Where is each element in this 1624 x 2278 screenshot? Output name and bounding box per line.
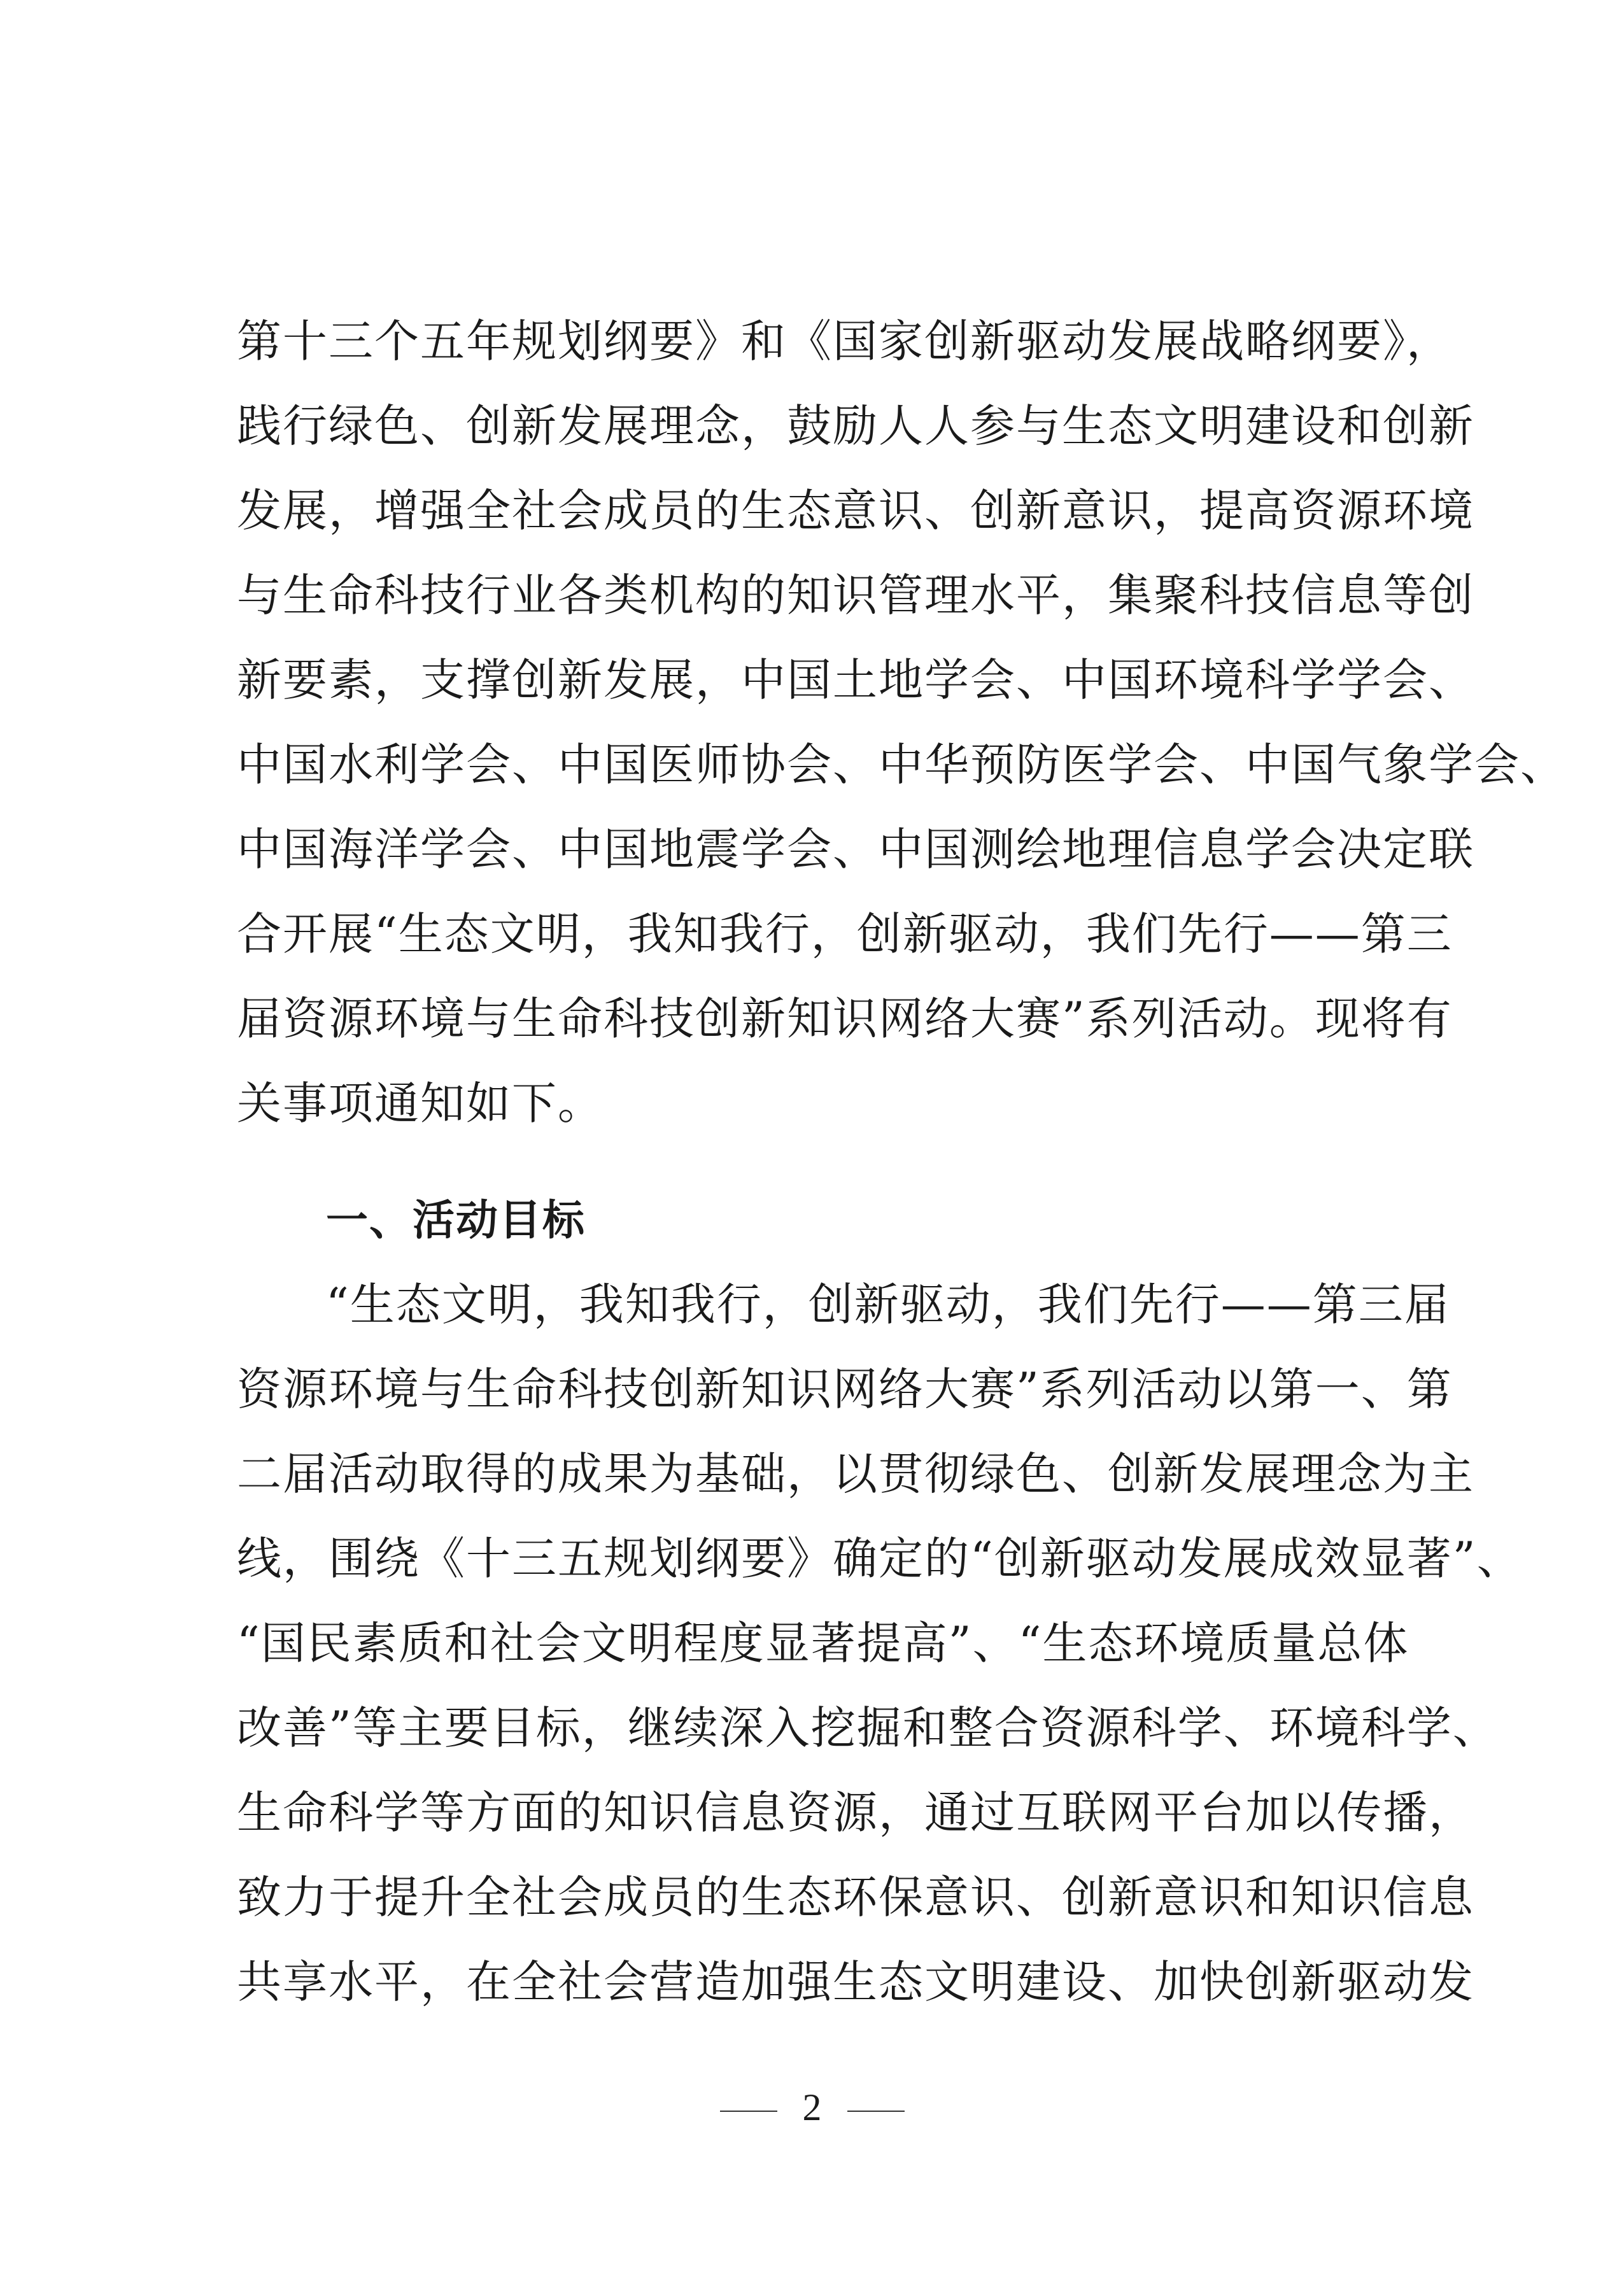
page-number: 2: [802, 2086, 822, 2128]
text-line: 线，围绕《十三五规划纲要》确定的“创新驱动发展成效显著”、: [237, 1532, 1523, 1585]
text-line: 第十三个五年规划纲要》和《国家创新驱动发展战略纲要》，: [237, 315, 1452, 367]
paragraph-intro: [237, 299, 1566, 1146]
text-line: 新要素，支撑创新发展，中国土地学会、中国环境科学学会、: [237, 654, 1474, 706]
text-line: 关事项通知如下。: [237, 1077, 604, 1129]
text-line: 共享水平，在全社会营造加强生态文明建设、加快创新驱动发: [237, 1956, 1474, 2008]
page-footer: [0, 2082, 1624, 2133]
text-line: 践行绿色、创新发展理念，鼓励人人参与生态文明建设和创新: [237, 400, 1474, 452]
text-line: 发展，增强全社会成员的生态意识、创新意识，提高资源环境: [237, 485, 1474, 537]
text-line: 生命科学等方面的知识信息资源，通过互联网平台加以传播，: [237, 1786, 1474, 1839]
text-line: 二届活动取得的成果为基础，以贯彻绿色、创新发展理念为主: [237, 1448, 1474, 1500]
text-line: “国民素质和社会文明程度显著提高”、“生态环境质量总体: [237, 1617, 1409, 1669]
section-heading: 一、活动目标: [326, 1196, 586, 1245]
text-line: 中国海洋学会、中国地震学会、中国测绘地理信息学会决定联: [237, 823, 1474, 875]
text-line: 中国水利学会、中国医师协会、中华预防医学会、中国气象学会、: [237, 739, 1566, 791]
text-line: 致力于提升全社会成员的生态环保意识、创新意识和知识信息: [237, 1871, 1474, 1923]
text-line: 届资源环境与生命科技创新知识网络大赛”系列活动。现将有: [237, 993, 1453, 1045]
text-line: 与生命科技行业各类机构的知识管理水平，集聚科技信息等创: [237, 569, 1474, 621]
text-line: “生态文明，我知我行，创新驱动，我们先行——第三届: [326, 1278, 1450, 1331]
footer-dash-left: [720, 2111, 777, 2112]
paragraph-objectives: [237, 1263, 1523, 2025]
text-line: 改善”等主要目标，继续深入挖掘和整合资源科学、环境科学、: [237, 1702, 1499, 1754]
text-line: 资源环境与生命科技创新知识网络大赛”系列活动以第一、第: [237, 1363, 1453, 1415]
footer-dash-right: [847, 2111, 905, 2112]
text-line: 合开展“生态文明，我知我行，创新驱动，我们先行——第三: [237, 908, 1453, 960]
